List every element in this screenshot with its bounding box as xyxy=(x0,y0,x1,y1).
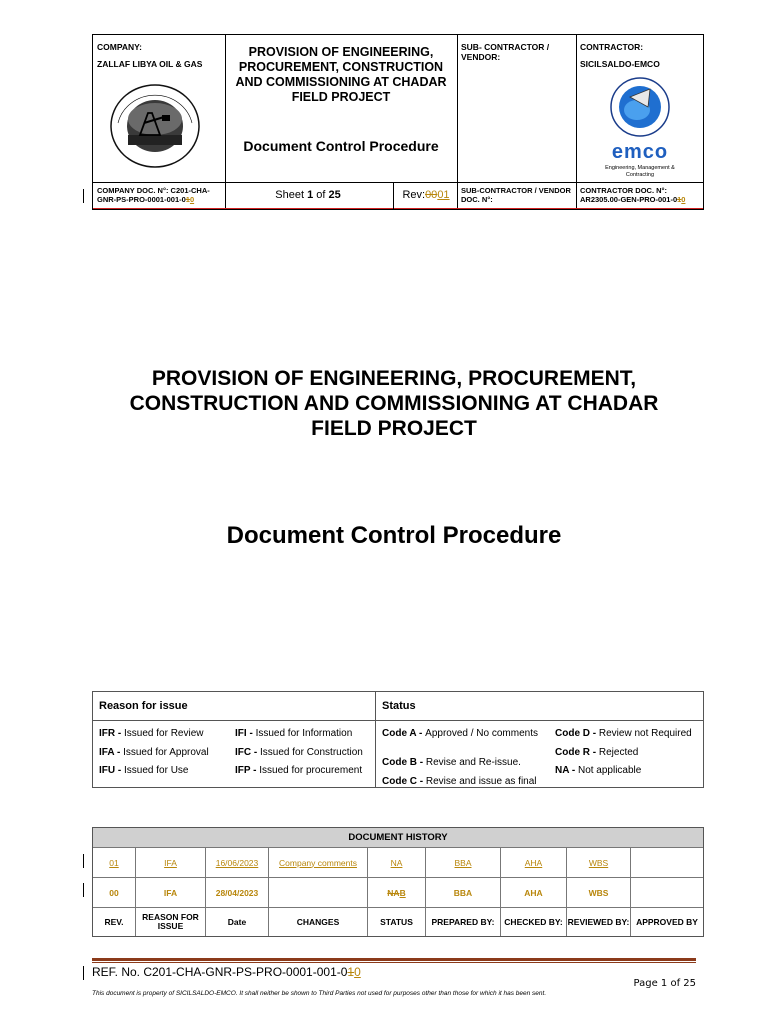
history-reviewed: WBS xyxy=(566,878,630,907)
status-code-r: Code R - Rejected xyxy=(555,747,639,758)
sicilsaldo-logo xyxy=(604,77,676,137)
col-reviewed: REVIEWED BY: xyxy=(566,908,630,936)
history-date: 16/06/2023 xyxy=(205,848,268,877)
revision-bar xyxy=(83,854,84,868)
history-status: NA xyxy=(367,848,425,877)
col-date: Date xyxy=(205,908,268,936)
sub-doc-label: SUB-CONTRACTOR / VENDOR DOC. N°: xyxy=(461,186,571,204)
col-reason: REASON FOR ISSUE xyxy=(135,908,205,936)
contractor-doc-number: CONTRACTOR DOC. N°: AR2305.00-GEN-PRO-001-010 xyxy=(580,186,686,204)
history-date: 28/04/2023 xyxy=(205,878,268,907)
col-approved: APPROVED BY xyxy=(630,908,703,936)
main-title: PROVISION OF ENGINEERING, PROCUREMENT, CONSTRUCTION AND COMMISSIONING AT CHADAR FIELD PROJECT xyxy=(129,367,659,440)
col-status: STATUS xyxy=(367,908,425,936)
col-rev: REV. xyxy=(104,917,124,927)
emco-logo-text: emco xyxy=(611,141,669,163)
history-approved xyxy=(630,848,703,877)
reason-status-table xyxy=(92,691,704,788)
reason-ifr: IFR - Issued for Review xyxy=(99,728,204,739)
revision-indicator: Rev:0001 xyxy=(402,189,450,201)
history-approved xyxy=(630,878,703,907)
history-reviewed: WBS xyxy=(566,848,630,877)
col-prepared: PREPARED BY: xyxy=(425,908,500,936)
revision-bar xyxy=(83,189,84,203)
history-title: DOCUMENT HISTORY xyxy=(93,828,703,848)
history-header-row xyxy=(93,908,703,936)
sheet-indicator: Sheet 1 of 25 xyxy=(275,189,341,201)
header-table xyxy=(92,34,704,210)
emco-tagline: Engineering, Management & Contracting xyxy=(605,165,675,178)
reason-ifa: IFA - Issued for Approval xyxy=(99,747,209,758)
col-checked: CHECKED BY: xyxy=(500,908,566,936)
subcontractor-label: SUB- CONTRACTOR / VENDOR: xyxy=(461,42,550,62)
history-changes xyxy=(268,878,367,907)
history-prepared: BBA xyxy=(425,848,500,877)
footer-rule xyxy=(92,958,696,961)
history-reason: IFA xyxy=(135,878,205,907)
company-doc-number: COMPANY DOC. N°: C201-CHA-GNR-PS-PRO-0001-001-010 xyxy=(97,186,210,204)
col-changes: CHANGES xyxy=(268,908,367,936)
reason-ifp: IFP - Issued for procurement xyxy=(235,765,363,776)
contractor-name: SICILSALDO-EMCO xyxy=(580,59,660,69)
table-row xyxy=(93,878,703,908)
contractor-label: CONTRACTOR: xyxy=(580,42,644,52)
history-prepared: BBA xyxy=(425,878,500,907)
status-na: NA - Not applicable xyxy=(555,765,642,776)
document-history-table xyxy=(92,827,704,937)
reason-ifc: IFC - Issued for Construction xyxy=(235,747,363,758)
history-rev: 00 xyxy=(109,887,119,898)
history-reason: IFA xyxy=(135,848,205,877)
reason-ifi: IFI - Issued for Information xyxy=(235,728,353,739)
status-header: Status xyxy=(382,700,416,712)
header-project-title: PROVISION OF ENGINEERING, PROCUREMENT, CONSTRUCTION AND COMMISSIONING AT CHADAR FIELD PROJECT xyxy=(235,45,447,104)
history-checked: AHA xyxy=(500,878,566,907)
main-subtitle: Document Control Procedure xyxy=(226,522,562,549)
revision-bar xyxy=(83,966,84,980)
table-row xyxy=(93,848,703,878)
reason-ifu: IFU - Issued for Use xyxy=(99,765,189,776)
history-status: NA B xyxy=(367,878,425,907)
history-checked: AHA xyxy=(500,848,566,877)
status-code-c: Code C - Revise and issue as final xyxy=(382,776,537,787)
company-label: COMPANY: xyxy=(97,42,143,52)
footer-rule-thin xyxy=(92,962,696,963)
company-logo xyxy=(110,83,200,169)
footer-disclaimer: This document is property of SICILSALDO-EMCO. It shall neither be shown to Third Parties not used for purposes other than those for which it has been sent. xyxy=(92,990,547,997)
revision-bar xyxy=(83,883,84,897)
company-name: ZALLAF LIBYA OIL & GAS xyxy=(97,59,203,69)
status-code-a: Code A - Approved / No comments xyxy=(382,728,538,739)
footer-reference: REF. No. C201-CHA-GNR-PS-PRO-0001-001-010 xyxy=(92,965,361,979)
history-changes: Company comments xyxy=(268,848,367,877)
header-doc-title: Document Control Procedure xyxy=(243,138,439,154)
history-rev: 01 xyxy=(109,857,119,868)
status-code-d: Code D - Review not Required xyxy=(555,728,692,739)
status-code-b: Code B - Revise and Re-issue. xyxy=(382,757,521,768)
footer-page-number: Page 1 of 25 xyxy=(633,978,696,989)
reason-header: Reason for issue xyxy=(99,700,188,712)
